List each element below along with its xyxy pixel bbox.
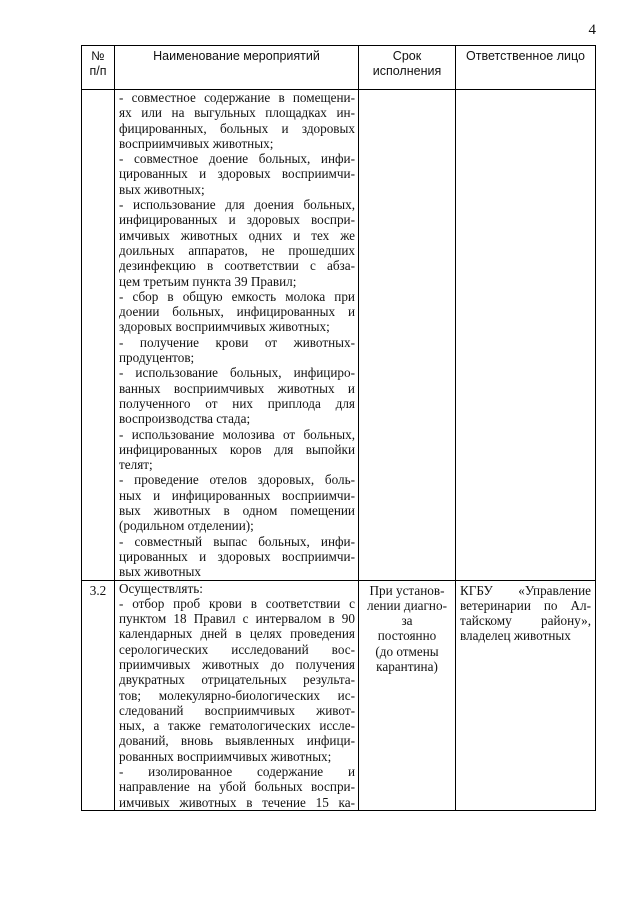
text-line: - совместное содержание в помещени- (119, 90, 355, 105)
text-line: двукратных отрицательных результа- (119, 672, 355, 688)
text-line: - использование молозива от больных, (119, 426, 355, 442)
row-responsible (456, 580, 596, 810)
header-name: Наименование мероприятий (115, 46, 359, 90)
text-line: пунктом 18 Правил с интервалом в 90 (119, 611, 355, 627)
measures-table (81, 45, 596, 811)
text-line: вых животных (119, 564, 201, 580)
text-line: воспроизводства стада; (119, 411, 251, 427)
text-line: вых животных; (119, 181, 205, 197)
term-line: При установ- (369, 582, 445, 598)
table-header-row (82, 46, 596, 90)
header-term-line: исполнения (372, 64, 442, 78)
text-line: ных и инфицированных восприимчи- (119, 487, 355, 503)
term-line: лении диагно- (367, 597, 447, 613)
header-num (82, 46, 115, 90)
text-line: здоровых восприимчивых животных; (119, 319, 330, 335)
text-line: доильных аппаратов, не прошедших (119, 242, 355, 258)
text-line: следований восприимчивых живот- (119, 702, 355, 718)
text-line: дований, вновь выявленных инфици- (119, 733, 355, 749)
term-line: (до отмены (375, 643, 439, 659)
row-responsible (456, 90, 596, 581)
row-measures (115, 90, 359, 581)
text-line: дезинфекцию в соответствии с абза- (119, 258, 355, 274)
text-line: - использование больных, инфициро- (119, 365, 355, 381)
text-line: - отбор проб крови в соответствии с (119, 595, 355, 611)
text-line: серологических исследований вос- (119, 641, 355, 657)
text-line: календарных дней в целях проведения (119, 626, 355, 642)
header-num-line: п/п (89, 64, 107, 78)
text-line: ях или на выгульных площадках ин- (119, 105, 355, 121)
header-term (359, 46, 456, 90)
text-line: - совместный выпас больных, инфи- (119, 533, 355, 549)
text-line: - изолированное содержание и (119, 764, 355, 780)
text-line: - проведение отелов здоровых, боль- (119, 472, 355, 488)
row-measures (115, 580, 359, 810)
text-line: вых животных в одном помещении (119, 503, 355, 519)
text-line: имчивых животных в течение 15 ка- (119, 794, 355, 810)
text-line: приимчивых животных до получения (119, 656, 355, 672)
text-line: (родильном отделении); (119, 518, 254, 534)
row-term (359, 90, 456, 581)
text-line: Осуществлять: (119, 580, 203, 596)
text-line: тов; молекулярно-биологических ис- (119, 687, 355, 703)
text-line: цированных и здоровых восприимчи- (119, 166, 355, 182)
text-line: продуцентов; (119, 350, 195, 366)
text-line: - использование для доения больных, (119, 197, 355, 213)
text-line: ванных восприимчивых животных и (119, 380, 355, 396)
text-line: фицированных, больных и здоровых (119, 120, 355, 136)
header-term-line: Срок (392, 49, 422, 63)
text-line: цем третьим пункта 39 Правил; (119, 273, 297, 289)
term-line: постоянно (377, 628, 437, 644)
responsible-line: тайскому району», (460, 613, 591, 629)
header-responsible: Ответственное лицо (456, 46, 596, 90)
term-line: за (401, 613, 413, 629)
row-term (359, 580, 456, 810)
text-line: восприимчивых животных; (119, 135, 274, 151)
text-line: инфицированных и здоровых воспри- (119, 212, 355, 228)
text-line: рованных восприимчивых животных; (119, 748, 332, 764)
row-number (82, 90, 115, 581)
page-number: 4 (588, 22, 596, 38)
table-row (82, 580, 596, 810)
text-line: - совместное доение больных, инфи- (119, 151, 355, 167)
text-line: - получение крови от животных- (119, 334, 355, 350)
text-line: имчивых животных одних и тех же (119, 227, 355, 243)
row-number: 3.2 (82, 580, 115, 810)
table-row (82, 90, 596, 581)
text-line: телят; (119, 457, 153, 473)
text-line: ных, а также гематологических иссле- (119, 718, 355, 734)
text-line: полученного от них приплода для (119, 395, 355, 411)
responsible-line: ветеринарии по Ал- (460, 597, 591, 613)
responsible-line: владелец животных (460, 628, 571, 644)
term-line: карантина) (376, 658, 438, 674)
header-num-line: № (91, 49, 105, 63)
text-line: цированных и здоровых восприимчи- (119, 548, 355, 564)
text-line: направление на убой больных воспри- (119, 779, 355, 795)
text-line: - сбор в общую емкость молока при (119, 288, 355, 304)
responsible-line: КГБУ «Управление (460, 582, 591, 598)
text-line: доении больных, инфицированных и (119, 304, 355, 320)
text-line: инфицированных коров для выпойки (119, 441, 355, 457)
